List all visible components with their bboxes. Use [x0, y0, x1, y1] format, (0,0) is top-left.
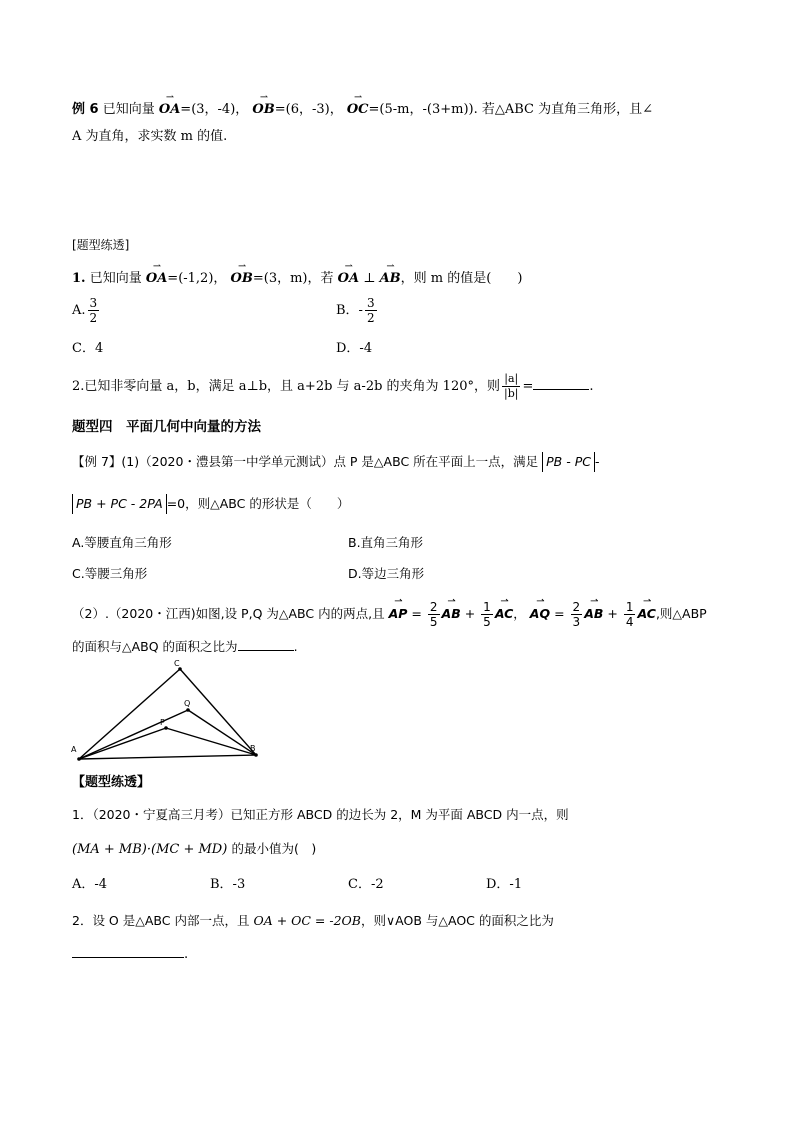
- point-b-dot: [254, 753, 258, 757]
- denominator: 3: [572, 615, 581, 629]
- numerator: 2: [572, 600, 581, 614]
- example-7-part-1-line-1: [72, 452, 600, 472]
- denominator: 4: [625, 615, 634, 629]
- equals: =: [554, 606, 565, 621]
- example-7-option-c: C.等腰三角形: [72, 566, 148, 581]
- answer-blank: [533, 389, 589, 390]
- practice-2-q1-option-a: A．-4: [72, 877, 108, 892]
- text: =(6，-3)，: [274, 102, 343, 117]
- abs-expression-1: [542, 452, 595, 472]
- practice-2-q1-line-1: 1．（2020・宁夏高三月考）已知正方形 ABCD 的边长为 2，M 为平面 ABCD 内一点，则: [72, 807, 569, 822]
- answer-blank: [238, 650, 294, 651]
- practice-q1-option-d: D．-4: [336, 341, 373, 356]
- practice-2-q2-line-2: [72, 946, 188, 964]
- fraction: [481, 600, 493, 629]
- numerator: 2: [429, 600, 438, 614]
- vector-ab-2: ⇀ AB: [584, 605, 603, 623]
- fraction: [624, 600, 636, 629]
- denominator: 2: [89, 311, 98, 325]
- practice-q1-option-c: C．4: [72, 341, 104, 356]
- text: （2）.（2020・江西)如图,设 P,Q 为△ABC 内的两点,且: [72, 606, 385, 621]
- fraction: [502, 372, 520, 401]
- answer-blank: [72, 957, 184, 958]
- practice-header: [题型练透]: [72, 238, 130, 252]
- edge-ap: [79, 728, 166, 759]
- example-7-part-2-line-1: [72, 600, 707, 629]
- practice-q1-stem: [72, 270, 522, 288]
- point-c-label: C: [174, 659, 180, 668]
- text: -: [594, 454, 600, 469]
- point-a-label: A: [71, 745, 77, 754]
- example-7-option-a: A.等腰直角三角形: [72, 535, 172, 550]
- vector-expression: OA + OC = -2OB: [253, 913, 361, 928]
- fraction: [428, 600, 440, 629]
- option-label: A.: [72, 303, 86, 318]
- vector-ac: ⇀ AC: [495, 605, 513, 623]
- practice-2-q1-option-d: D．-1: [486, 877, 523, 892]
- point-b-label: B: [250, 744, 256, 753]
- denominator: 5: [483, 615, 491, 629]
- text: =(5-m，-(3+m)). 若△ABC 为直角三角形，且∠: [368, 102, 654, 117]
- text: ，则∨AOB 与△AOC 的面积之比为: [361, 913, 554, 928]
- vector-ap: ⇀ AP: [389, 605, 408, 623]
- text: =(-1,2)，: [167, 271, 227, 286]
- point-q-dot: [186, 708, 190, 712]
- triangle-figure: [70, 656, 270, 766]
- text: .: [293, 639, 298, 654]
- example-7-part-1-line-2: [72, 494, 349, 514]
- practice-2-header: 【题型练透】: [72, 775, 151, 790]
- section-title: 题型四 平面几何中向量的方法: [72, 419, 261, 435]
- point-q-label: Q: [184, 699, 191, 708]
- plus: +: [607, 606, 618, 621]
- perp-symbol: ⊥: [363, 271, 376, 286]
- numerator: 1: [483, 600, 491, 614]
- plus: +: [464, 606, 476, 621]
- option-label: B．-: [336, 303, 363, 318]
- fraction: [571, 600, 583, 629]
- fraction: [88, 296, 100, 325]
- edge-ab: [79, 755, 256, 759]
- denominator: 5: [429, 615, 438, 629]
- vector-ab: ⇀ AB: [380, 270, 401, 288]
- example-7-option-b: B.直角三角形: [348, 535, 424, 550]
- numerator: 1: [625, 600, 634, 614]
- example-6-line-2: A 为直角，求实数 m 的值.: [72, 129, 228, 144]
- text: .: [589, 379, 594, 394]
- denominator: |b|: [504, 387, 519, 400]
- practice-q1-option-a: [72, 296, 101, 325]
- vector-expression: PB - PC: [546, 454, 591, 469]
- vector-oa: ⇀ OA: [146, 270, 167, 288]
- practice-2-q1-line-2: [72, 840, 316, 859]
- text: 2．设 O 是△ABC 内部一点，且: [72, 913, 250, 928]
- edge-pb: [166, 728, 256, 755]
- example-7-option-d: D.等边三角形: [348, 566, 425, 581]
- example-6-line-1: [72, 101, 653, 119]
- text: 【例 7】(1)（2020・澧县第一中学单元测试）点 P 是△ABC 所在平面上一点，满足: [72, 454, 539, 469]
- text: ，则 m 的值是( ): [400, 271, 523, 286]
- point-p-label: P: [160, 718, 165, 727]
- practice-q1-option-b: [336, 296, 379, 325]
- text: 的最小值为( ): [231, 841, 317, 856]
- example-6-label: 例 6: [72, 102, 99, 117]
- vector-oc: ⇀ OC: [347, 101, 369, 119]
- numerator: 3: [366, 296, 375, 310]
- text: 已知向量: [89, 271, 142, 286]
- practice-q2: [72, 372, 594, 401]
- practice-2-q1-option-c: C．-2: [348, 877, 384, 892]
- numerator: |a|: [502, 372, 520, 387]
- text: 2.已知非零向量 a，b，满足 a⊥b，且 a+2b 与 a-2b 的夹角为 120°，则: [72, 379, 500, 394]
- text: =: [522, 379, 534, 394]
- vector-oa: ⇀ OA: [159, 101, 180, 119]
- question-number: 1.: [72, 271, 86, 286]
- equals: =: [411, 606, 422, 621]
- vector-aq: ⇀ AQ: [530, 605, 550, 623]
- text: =(3，m)，若: [252, 271, 334, 286]
- practice-2-q2-line-1: [72, 912, 554, 930]
- text: =0，则△ABC 的形状是（ ）: [166, 496, 350, 511]
- vector-ob: ⇀ OB: [231, 270, 253, 288]
- text: ,则△ABP: [655, 606, 707, 621]
- point-a-dot: [77, 757, 81, 761]
- abs-expression-2: [72, 494, 167, 514]
- vector-expression: PB + PC - 2PA: [76, 496, 163, 511]
- numerator: 3: [89, 296, 98, 310]
- denominator: 2: [366, 311, 375, 325]
- example-7-part-2-line-2: [72, 638, 298, 656]
- vector-ab: ⇀ AB: [442, 605, 461, 623]
- edge-ac: [79, 669, 180, 759]
- edge-aq: [79, 710, 188, 759]
- vector-ob: ⇀ OB: [252, 101, 274, 119]
- comma: ，: [513, 606, 526, 621]
- practice-2-q1-option-b: B．-3: [210, 877, 246, 892]
- vector-expression: (MA + MB)·(MC + MD): [72, 842, 228, 857]
- vector-ac-2: ⇀ AC: [637, 605, 655, 623]
- vector-oa-2: ⇀ OA: [338, 270, 359, 288]
- text: .: [184, 947, 189, 962]
- text: 已知向量: [102, 102, 155, 117]
- text: 的面积与△ABQ 的面积之比为: [72, 639, 238, 654]
- text: =(3，-4)，: [180, 102, 249, 117]
- fraction: [365, 296, 377, 325]
